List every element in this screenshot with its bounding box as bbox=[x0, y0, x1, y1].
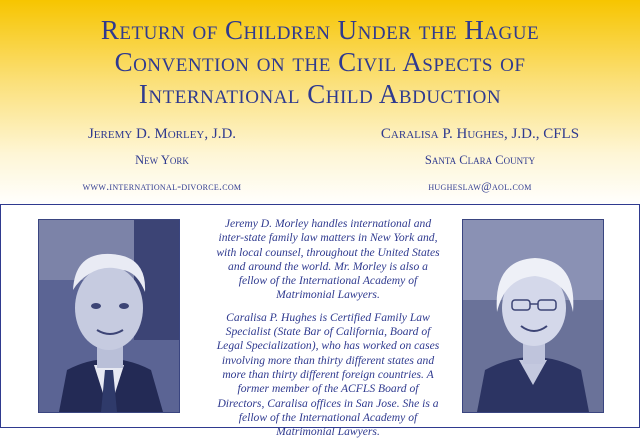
author-bio-box bbox=[0, 204, 640, 439]
title-line-1: Return of Children Under the Hague bbox=[100, 15, 540, 45]
hughes-photo bbox=[462, 219, 604, 413]
morley-photo bbox=[38, 219, 180, 413]
article-header bbox=[0, 0, 640, 206]
author-website[interactable]: www.international-divorce.com bbox=[82, 181, 242, 193]
article-title bbox=[0, 14, 640, 110]
author-location: Santa Clara County bbox=[424, 153, 536, 167]
author-morley bbox=[12, 126, 312, 195]
author-name: Caralisa P. Hughes, J.D., CFLS bbox=[380, 126, 580, 142]
author-hughes bbox=[330, 126, 630, 195]
title-line-3: International Child Abduction bbox=[138, 79, 502, 109]
title-line-2: Convention on the Civil Aspects of bbox=[114, 47, 526, 77]
author-name: Jeremy D. Morley, J.D. bbox=[87, 126, 237, 142]
author-location: New York bbox=[135, 153, 189, 167]
bio-hughes: Caralisa P. Hughes is Certified Family Law Specialist (State Bar of California, Board of Legal Specialization), who has worked on cases involving more than thirty different states and more than thirty different foreign countries. A former member of the ACFLS Board of Directors, Caralisa offices in San Jose. She is a fellow of the International Academy of Matrimonial Lawyers. bbox=[216, 310, 440, 439]
bio-text bbox=[215, 217, 441, 447]
author-email[interactable]: hugheslaw@aol.com bbox=[428, 181, 532, 193]
bio-morley: Jeremy D. Morley handles international and inter-state family law matters in New York and, with local counsel, throughout the United States and around the world. Mr. Morley is also a fellow of the International Academy of Matrimonial Lawyers. bbox=[216, 217, 440, 302]
